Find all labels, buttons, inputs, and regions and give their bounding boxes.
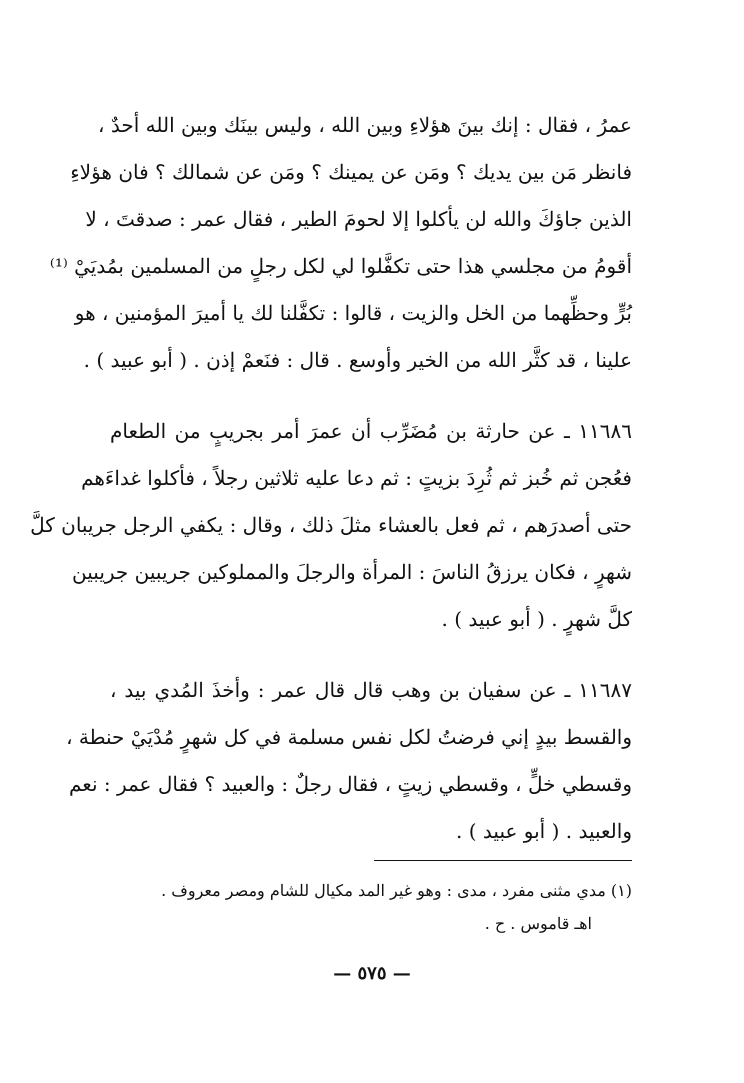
footnote-line: (١) مدي مثنى مفرد ، مدى : وهو غير المد مكيال للشام ومصر معروف . <box>161 881 632 900</box>
text-line: ١١٦٨٧ ـ عن سفيان بن وهب قال قال عمر : وأخذَ المُدي بيد ، <box>110 678 632 702</box>
text-line: فانظر مَن بين يديك ؟ ومَن عن يمينك ؟ ومَن عن شمالك ؟ فان هؤلاءِ <box>70 160 632 184</box>
page-number: — ٥٧٥ — <box>333 963 411 984</box>
footnote <box>110 874 632 940</box>
text-line: بُرٍّ وحظِّهما من الخل والزيت ، قالوا : تكفَّلنا لك يا أميرَ المؤمنين ، هو <box>74 301 632 325</box>
text-line: الذين جاؤكَ والله لن يأكلوا إلا لحومَ الطير ، فقال عمر : صدقتَ ، لا <box>85 207 632 231</box>
text-line: والعبيد . ( أبو عبيد ) . <box>456 819 632 843</box>
hadith-11686 <box>30 408 632 643</box>
text-line: والقسط بيدٍ إني فرضتُ لكل نفس مسلمة في كل شهرٍ مُدْيَيْ حنطة ، <box>66 725 632 749</box>
footnote-divider <box>374 860 632 861</box>
text-line: عمرُ ، فقال : إنك بينَ هؤلاءِ وبين الله ، وليس بينَك وبين الله أحدٌ ، <box>98 113 632 137</box>
text-line: علينا ، قد كثَّر الله من الخير وأوسع . قال : فنَعمْ إذن . ( أبو عبيد ) . <box>83 348 632 372</box>
text-line: ١١٦٨٦ ـ عن حارثة بن مُضَرِّب أن عمرَ أمر بجريبٍ من الطعام <box>110 419 632 443</box>
text-line: كلَّ شهرٍ . ( أبو عبيد ) . <box>441 607 632 631</box>
text-line: شهرٍ ، فكان يرزقُ الناسَ : المرأة والرجلَ والمملوكين جريبين جريبين <box>72 560 632 584</box>
text-line: أقومُ من مجلسي هذا حتى تكفَّلوا لي لكل رجلٍ من المسلمين بمُديَيْ ⁽¹⁾ <box>49 254 632 278</box>
text-line: فعُجن ثم خُبز ثم ثُرِدَ بزيتٍ : ثم دعا عليه ثلاثين رجلاً ، فأكلوا غداءَهم <box>81 466 632 490</box>
footnote-line: اهـ قاموس . ح . <box>484 914 592 933</box>
hadith-11687 <box>66 667 632 855</box>
paragraph-1 <box>49 102 632 384</box>
main-text <box>30 102 632 879</box>
text-line: حتى أصدرَهم ، ثم فعل بالعشاء مثلَ ذلك ، وقال : يكفي الرجل جريبان كلَّ <box>30 513 632 537</box>
text-line: وقسطي خلٍّ ، وقسطي زيتٍ ، فقال رجلٌ : والعبيد ؟ فقال عمر : نعم <box>68 772 632 796</box>
